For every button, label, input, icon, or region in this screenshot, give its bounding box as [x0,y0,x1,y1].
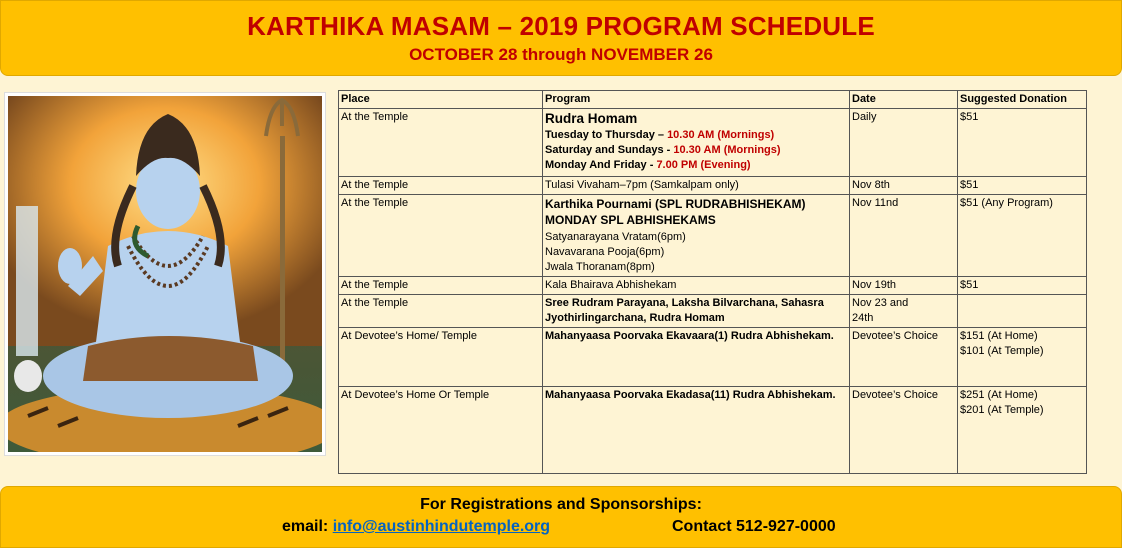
schedule-time: 10.30 AM (Mornings) [667,129,775,141]
date-cell: Nov 19th [850,277,958,295]
program-line: Jyothirlingarchana, Rudra Homam [545,312,725,324]
donation-cell: $51 [958,177,1087,195]
email-line [282,518,550,536]
donation-line: $251 (At Home) [960,389,1038,401]
program-line: Sree Rudram Parayana, Laksha Bilvarchana, Sahasra [545,297,824,309]
donation-cell [958,295,1087,328]
date-cell: Devotee’s Choice [850,387,958,474]
registration-title: For Registrations and Sponsorships: [420,496,702,513]
donation-cell: $51 (Any Program) [958,195,1087,277]
place-cell: At the Temple [339,109,543,177]
schedule-line [545,128,847,143]
date-cell: Nov 8th [850,177,958,195]
table-row [339,295,1087,328]
schedule-days: Saturday and Sundays - [545,144,674,156]
donation-line: $151 (At Home) [960,330,1038,342]
header-banner [0,0,1122,76]
donation-cell: $51 [958,109,1087,177]
place-cell: At the Temple [339,295,543,328]
program-subtitle: MONDAY SPL ABHISHEKAMS [545,213,716,227]
page-title: KARTHIKA MASAM – 2019 PROGRAM SCHEDULE [247,11,875,41]
donation-cell [958,328,1087,387]
table-row [339,177,1087,195]
program-cell [543,195,850,277]
schedule-days: Monday And Friday - [545,159,657,171]
program-cell: Kala Bhairava Abhishekam [543,277,850,295]
date-cell: Devotee’s Choice [850,328,958,387]
program-cell [543,109,850,177]
schedule-days: Tuesday to Thursday – [545,129,668,141]
date-cell: Daily [850,109,958,177]
donation-line: $201 (At Temple) [960,404,1044,416]
place-cell: At the Temple [339,195,543,277]
table-row [339,387,1087,474]
email-link[interactable]: info@austinhindutemple.org [332,518,551,535]
place-cell: At the Temple [339,277,543,295]
donation-line: $101 (At Temple) [960,345,1044,357]
program-item: Jwala Thoranam(8pm) [545,261,655,273]
program-cell [543,295,850,328]
place-cell: At Devotee’s Home/ Temple [339,328,543,387]
program-title: Rudra Homam [545,111,638,126]
program-title: Karthika Pournami (SPL RUDRABHISHEKAM) [545,197,806,211]
shiva-illustration [8,96,322,452]
program-cell: Mahanyaasa Poorvaka Ekavaara(1) Rudra Abhishekam. [543,328,850,387]
schedule-table [338,90,1087,474]
table-row [339,277,1087,295]
program-cell: Tulasi Vivaham–7pm (Samkalpam only) [543,177,850,195]
table-row [339,109,1087,177]
place-cell: At Devotee’s Home Or Temple [339,387,543,474]
schedule-time: 7.00 PM (Evening) [656,159,751,171]
program-item: Satyanarayana Vratam(6pm) [545,231,686,243]
column-header-place: Place [339,91,543,109]
table-row [339,195,1087,277]
shiva-portrait-image [4,92,326,456]
schedule-line [545,158,847,173]
place-cell: At the Temple [339,177,543,195]
date-cell: Nov 11nd [850,195,958,277]
page-subtitle: OCTOBER 28 through NOVEMBER 26 [409,45,713,64]
date-line: 24th [852,312,874,324]
column-header-program: Program [543,91,850,109]
table-row [339,328,1087,387]
date-cell [850,295,958,328]
email-label: email: [282,518,333,535]
program-cell: Mahanyaasa Poorvaka Ekadasa(11) Rudra Abhishekam. [543,387,850,474]
program-item: Navavarana Pooja(6pm) [545,246,665,258]
column-header-date: Date [850,91,958,109]
schedule-line [545,143,847,158]
donation-cell: $51 [958,277,1087,295]
donation-cell [958,387,1087,474]
table-header-row [339,91,1087,109]
date-line: Nov 23 and [852,297,909,309]
contact-phone: Contact 512-927-0000 [672,518,836,535]
column-header-donation: Suggested Donation [958,91,1087,109]
schedule-time: 10.30 AM (Mornings) [673,144,781,156]
